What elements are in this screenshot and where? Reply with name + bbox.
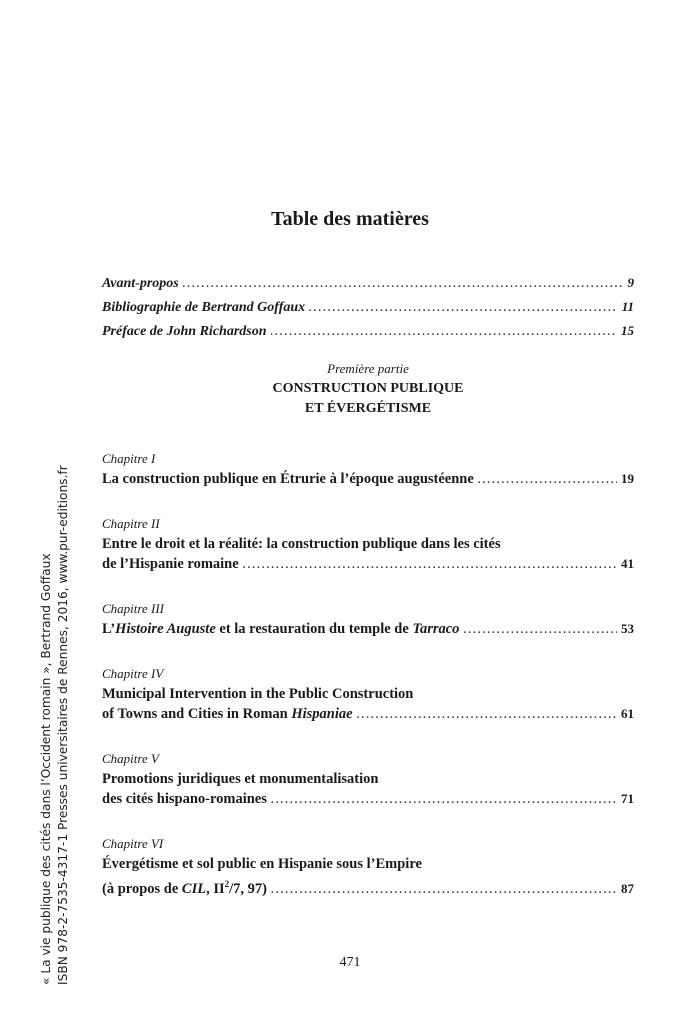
chapter-title: La construction publique en Étrurie à l’époque augustéenne <box>102 471 474 487</box>
leader-dots <box>271 880 617 900</box>
leader-dots <box>478 470 617 490</box>
table-of-contents <box>102 275 634 900</box>
chapter-title-line: of Towns and Cities in Roman Hispaniae <box>102 706 353 722</box>
chapter-label: Chapitre V <box>102 751 159 766</box>
toc-entry-page: 9 <box>627 275 634 290</box>
part-heading <box>102 361 634 419</box>
page-title: Table des matières <box>271 208 429 230</box>
chapter-title: L’Histoire Auguste et la restauration du temple de Tarraco <box>102 621 460 637</box>
toc-entry-bibliographie[interactable] <box>102 299 634 323</box>
chapter-title-line: Entre le droit et la réalité: la construction publique dans les cités <box>102 536 501 552</box>
toc-entry-label: Avant-propos <box>102 276 179 291</box>
part-label: Première partie <box>327 361 409 376</box>
chapter-title-line: de l’Hispanie romaine <box>102 556 239 572</box>
chapter-title-line: Municipal Intervention in the Public Construction <box>102 686 414 702</box>
chapter-page: 53 <box>621 621 634 636</box>
leader-dots <box>357 705 617 725</box>
chapter-2[interactable] <box>102 514 634 575</box>
side-note-line: « La vie publique des cités dans l’Occident romain », Bertrand Goffaux <box>39 553 53 985</box>
chapter-page: 61 <box>621 706 634 721</box>
chapter-label: Chapitre I <box>102 451 156 466</box>
toc-entry-page: 15 <box>621 323 634 338</box>
toc-entry-label: Bibliographie de Bertrand Goffaux <box>102 300 306 315</box>
side-note-line: ISBN 978-2-7535-4317-1 Presses universitaires de Rennes, 2016, www.pur-editions.fr <box>56 465 70 985</box>
chapter-page: 87 <box>621 880 634 896</box>
side-citation-note <box>38 455 72 985</box>
chapter-label: Chapitre VI <box>102 836 164 851</box>
chapter-title-line: (à propos de CIL, $II^2/7$, 97) <box>102 879 267 897</box>
chapter-page: 71 <box>621 791 634 806</box>
part-title-line: ET ÉVERGÉTISME <box>304 401 432 416</box>
leader-dots <box>183 278 624 290</box>
chapter-6[interactable] <box>102 834 634 900</box>
leader-dots <box>309 302 618 314</box>
chapter-title-line: des cités hispano-romaines <box>102 791 267 807</box>
chapter-5[interactable] <box>102 749 634 810</box>
leader-dots <box>463 620 617 640</box>
page-number: 471 <box>339 955 361 970</box>
toc-entry-avant-propos[interactable] <box>102 275 634 299</box>
toc-entry-preface[interactable] <box>102 323 634 347</box>
chapter-label: Chapitre II <box>102 516 160 531</box>
toc-entry-label: Préface de John Richardson <box>102 324 267 339</box>
chapter-title-line: Promotions juridiques et monumentalisation <box>102 771 379 787</box>
leader-dots <box>271 790 617 810</box>
chapter-3[interactable] <box>102 599 634 640</box>
intro-entries <box>102 275 634 347</box>
chapter-page: 41 <box>621 556 634 571</box>
toc-entry-page: 11 <box>621 299 634 314</box>
chapter-title-line: Évergétisme et sol public en Hispanie sous l’Empire <box>102 856 422 872</box>
chapter-label: Chapitre III <box>102 601 164 616</box>
leader-dots <box>271 326 618 338</box>
chapter-label: Chapitre IV <box>102 666 164 681</box>
chapter-page: 19 <box>621 471 634 486</box>
chapter-4[interactable] <box>102 664 634 725</box>
part-title-line: CONSTRUCTION PUBLIQUE <box>272 381 464 396</box>
chapter-1[interactable] <box>102 449 634 490</box>
leader-dots <box>243 555 617 575</box>
